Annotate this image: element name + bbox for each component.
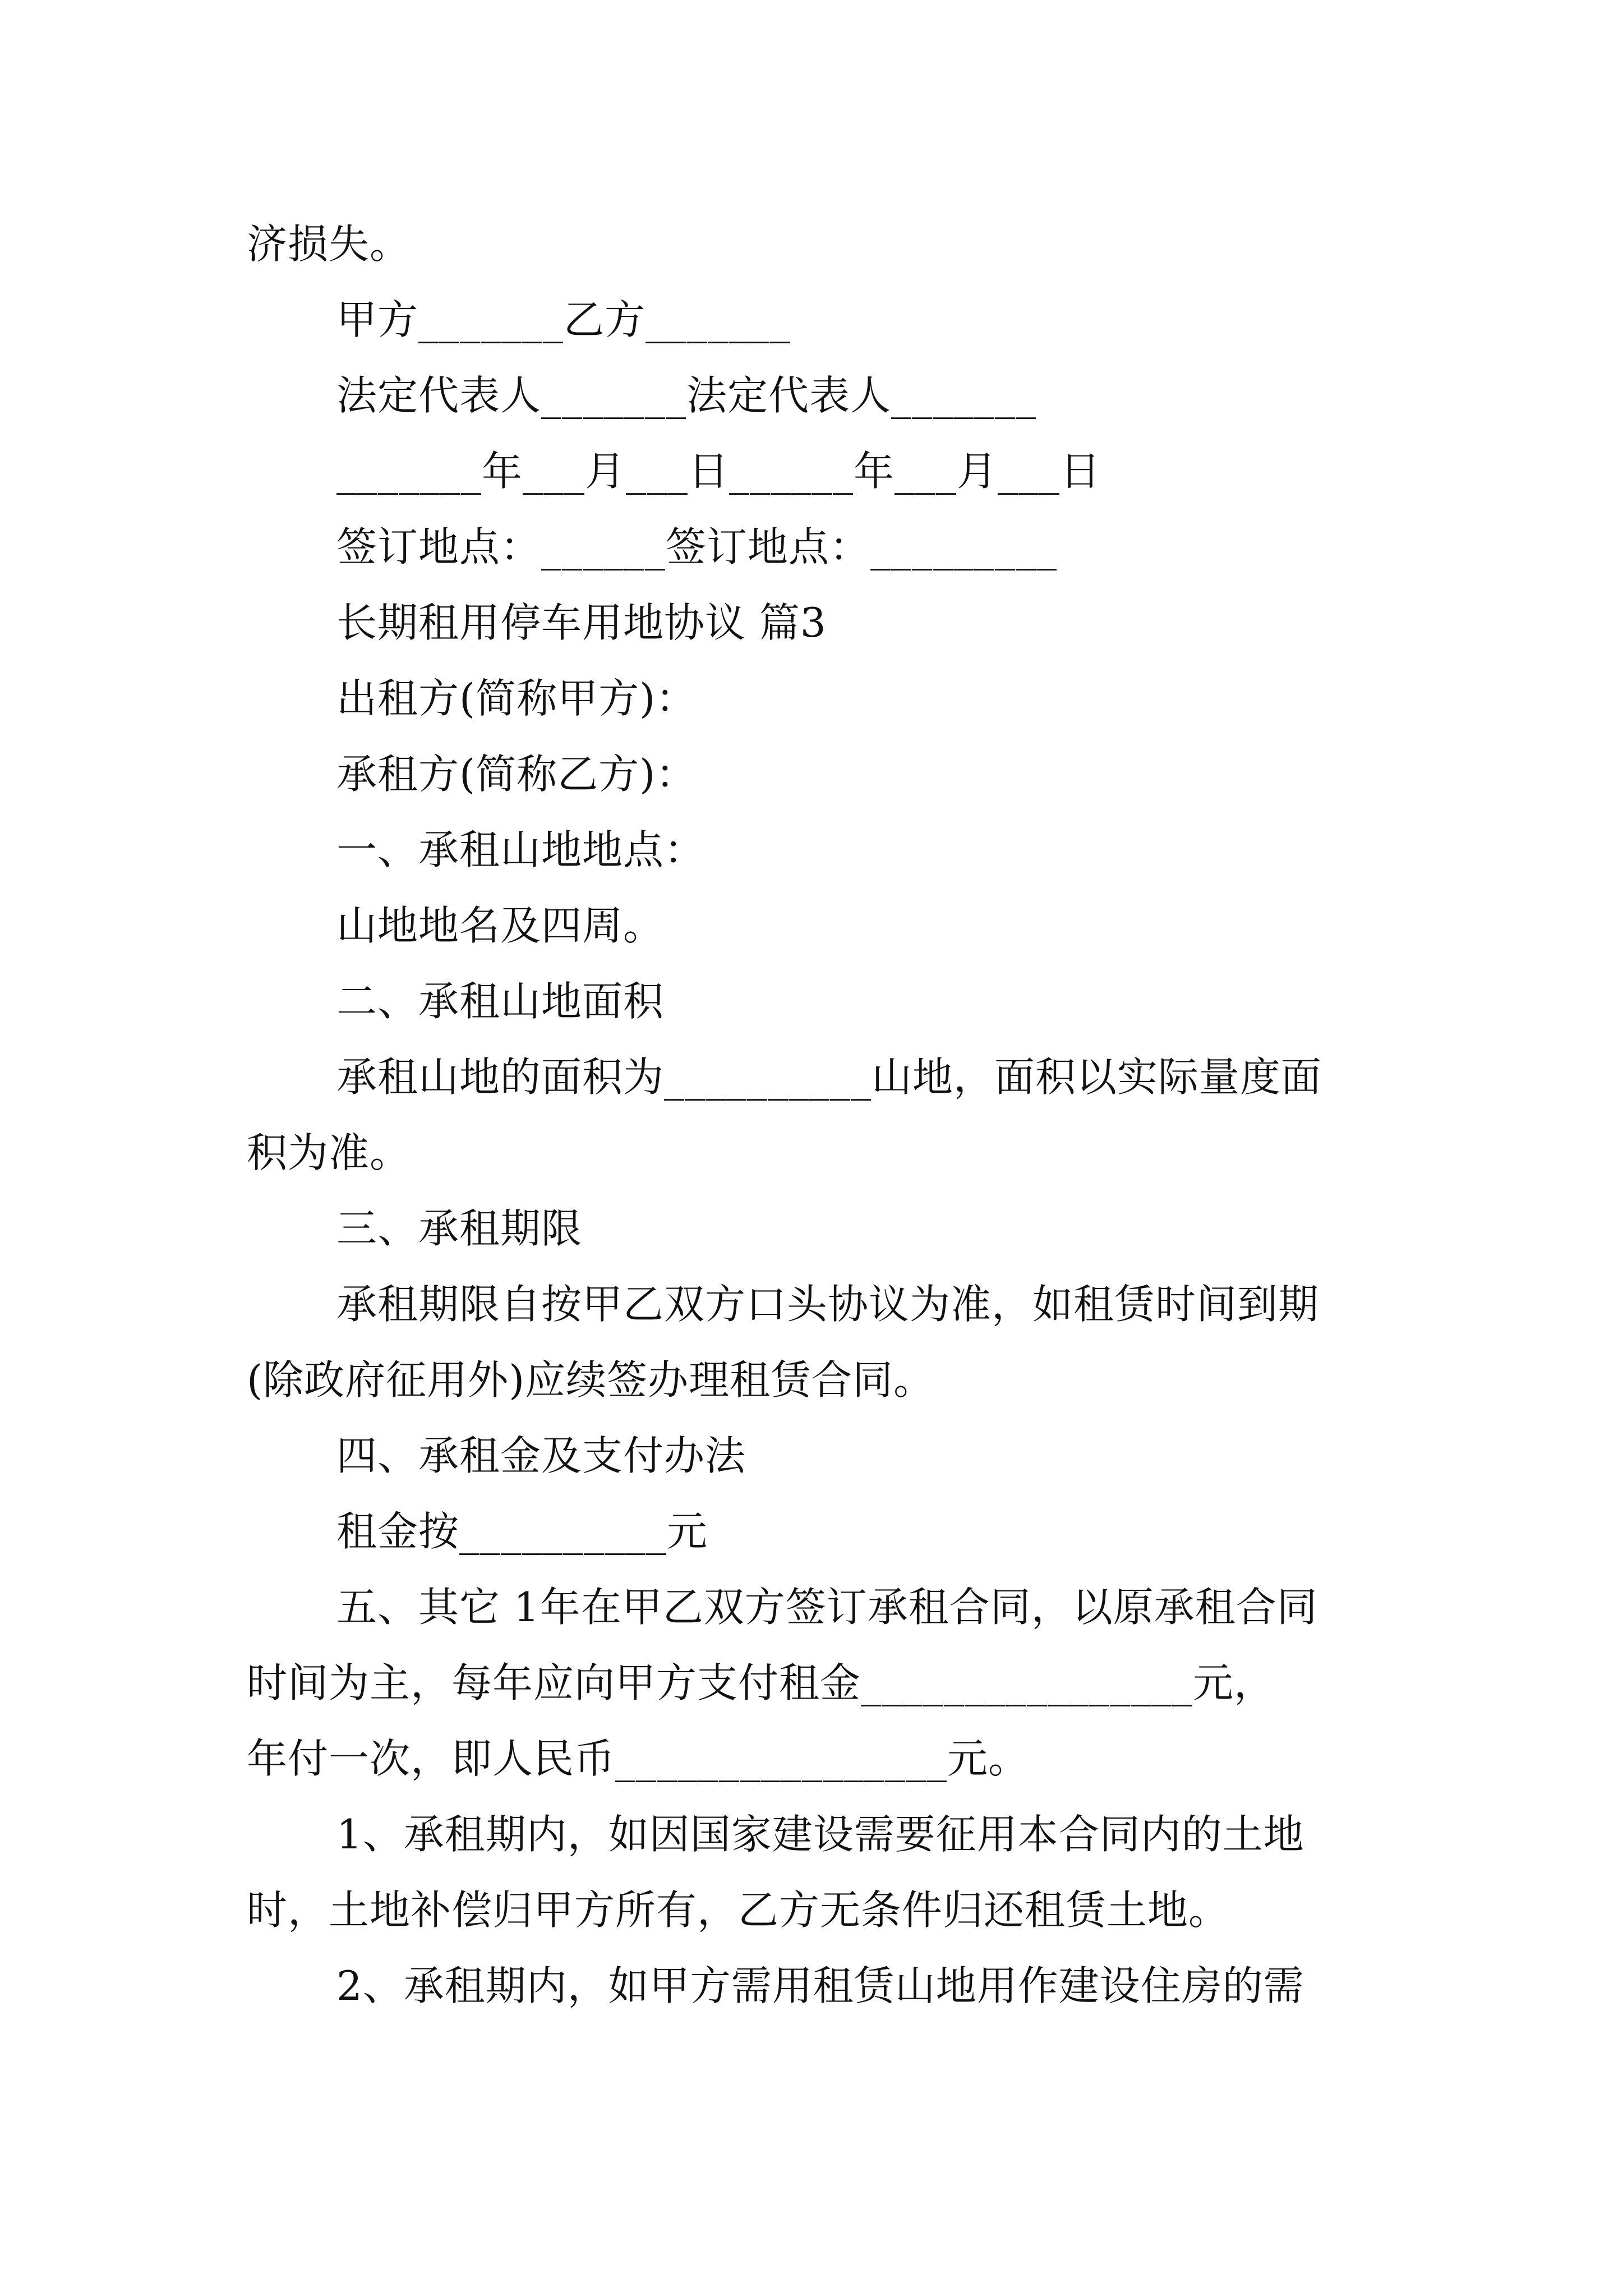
text-line: _______年___月___日______年___月___日 [336,448,1101,495]
text-line: 年付一次，即人民币________________元。 [247,1735,1030,1782]
text-line: 承租山地的面积为__________山地，面积以实际量度面 [336,1053,1322,1101]
text-line: 济损失。 [247,220,411,268]
text-line: 甲方_______乙方_______ [336,296,791,343]
text-line: (除政府征用外)应续签办理租赁合同。 [247,1356,935,1404]
text-line: 四、承租金及支付办法 [336,1432,746,1479]
text-line: 签订地点：______签订地点：_________ [336,523,1058,570]
text-line: 山地地名及四周。 [336,902,665,949]
text-line: 出租方(简称甲方)： [336,675,697,722]
text-line: 积为准。 [247,1129,411,1176]
text-line: 承租期限自按甲乙双方口头协议为准，如租赁时间到期 [336,1281,1320,1328]
text-line: 承租方(简称乙方)： [336,751,697,798]
text-line: 2、承租期内，如甲方需用租赁山地用作建设住房的需 [336,1962,1304,2009]
text-line: 一、承租山地地点： [336,826,706,873]
text-line: 五、其它 1年在甲乙双方签订承租合同，以原承租合同 [336,1584,1318,1631]
text-line: 租金按__________元 [336,1508,708,1555]
text-line: 法定代表人_______法定代表人_______ [336,372,1037,419]
text-line: 1、承租期内，如因国家建设需要征用本合同内的土地 [336,1811,1304,1858]
text-line: 二、承租山地面积 [336,978,665,1025]
section-title: 长期租用停车用地协议 篇3 [336,599,827,646]
text-line: 时，土地补偿归甲方所有，乙方无条件归还租赁土地。 [247,1887,1230,1934]
text-line: 三、承租期限 [336,1205,583,1252]
text-line: 时间为主，每年应向甲方支付租金________________元， [247,1659,1275,1706]
